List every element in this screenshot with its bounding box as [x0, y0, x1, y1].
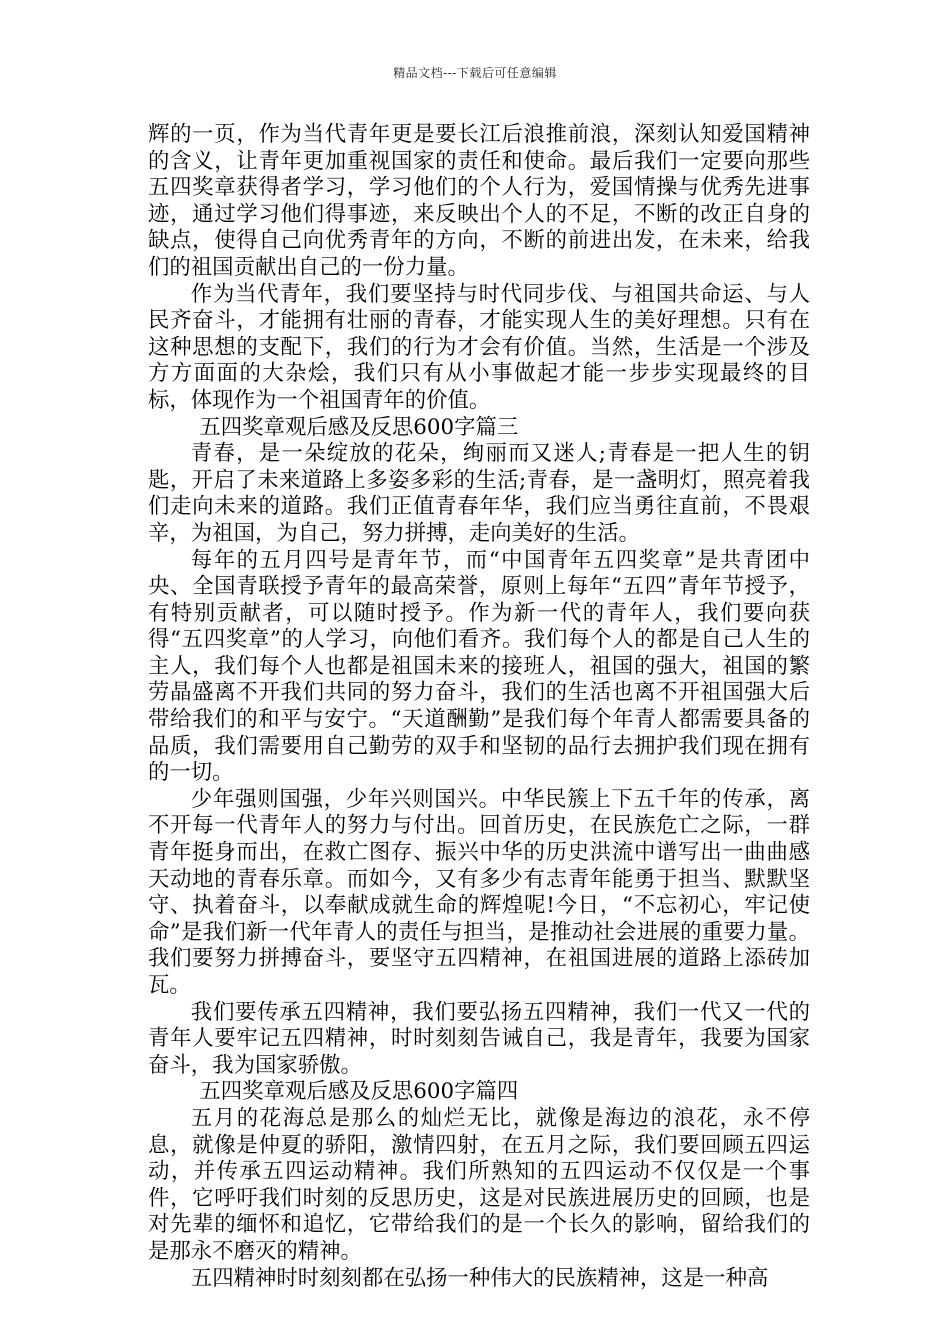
paragraph: 五月的花海总是那么的灿烂无比，就像是海边的浪花，永不停息，就像是仲夏的骄阳，激情四射，在五月之际，我们要回顾五四运动，并传承五四运动精神。我们所熟知的五四运动不仅仅是一个事件，它呼吁我们时刻的反思历史，这是对民族进展历史的回顾，也是对先辈的缅怀和追忆，它带给我们的是一个长久的影响，留给我们的是那永不磨灭的精神。	[148, 1105, 810, 1264]
paragraph: 青春，是一朵绽放的花朵，绚丽而又迷人;青春是一把人生的钥匙，开启了未来道路上多姿多彩的生活;青春，是一盏明灯，照亮着我们走向未来的道路。我们正值青春年华，我们应当勇往直前，不畏艰辛，为祖国，为自己，努力拼搏，走向美好的生活。	[148, 441, 810, 546]
section-heading: 五四奖章观后感及反思600字篇四	[199, 1079, 519, 1105]
document-body	[148, 122, 810, 1292]
paragraph: 我们要传承五四精神，我们要弘扬五四精神，我们一代又一代的青年人要牢记五四精神，时时刻刻告诫自己，我是青年，我要为国家奋斗，我为国家骄傲。	[148, 999, 810, 1078]
paragraph-continued: 辉的一页，作为当代青年更是要长江后浪推前浪，深刻认知爱国精神的含义，让青年更加重视国家的责任和使命。最后我们一定要向那些五四奖章获得者学习，学习他们的个人行为，爱国情操与优秀先进事迹，通过学习他们得事迹，来反映出个人的不足，不断的改正自身的缺点，使得自己向优秀青年的方向，不断的前进出发，在未来，给我们的祖国贡献出自己的一份力量。	[148, 122, 810, 280]
page-header: 精品文档---下载后可任意编辑	[393, 66, 557, 80]
paragraph: 每年的五月四号是青年节，而“中国青年五四奖章”是共青团中央、全国青联授予青年的最高荣誉，原则上每年“五四”青年节授予，有特别贡献者，可以随时授予。作为新一代的青年人，我们要向获得“五四奖章”的人学习，向他们看齐。我们每个人的都是自己人生的主人，我们每个人也都是祖国未来的接班人，祖国的强大，祖国的繁劳晶盛离不开我们共同的努力奋斗，我们的生活也离不开祖国强大后带给我们的和平与安宁。“天道酬勤”是我们每个年青人都需要具备的品质，我们需要用自己勤劳的双手和坚韧的品行去拥护我们现在拥有的一切。	[148, 547, 810, 786]
paragraph: 作为当代青年，我们要坚持与时代同步伐、与祖国共命运、与人民齐奋斗，才能拥有壮丽的青春，才能实现人生的美好理想。只有在这种思想的支配下，我们的行为才会有价值。当然，生活是一个涉及方方面面的大杂烩，我们只有从小事做起才能一步步实现最终的目标，体现作为一个祖国青年的价值。	[148, 281, 810, 413]
paragraph: 少年强则国强，少年兴则国兴。中华民簇上下五千年的传承，离不开每一代青年人的努力与付出。回首历史，在民族危亡之际，一群青年挺身而出，在救亡图存、振兴中华的历史洪流中谱写出一曲曲感天动地的青春乐章。而如今，又有多少有志青年能勇于担当、默默坚守、执着奋斗，以奉献成就生命的辉煌呢!今日，“不忘初心，牢记使命”是我们新一代年青人的责任与担当，是推动社会进展的重要力量。我们要努力拼搏奋斗，要坚守五四精神，在祖国进展的道路上添砖加瓦。	[148, 786, 810, 998]
paragraph-truncated: 五四精神时时刻刻都在弘扬一种伟大的民族精神，这是一种高	[190, 1265, 769, 1291]
section-heading: 五四奖章观后感及反思600字篇三	[199, 414, 519, 440]
